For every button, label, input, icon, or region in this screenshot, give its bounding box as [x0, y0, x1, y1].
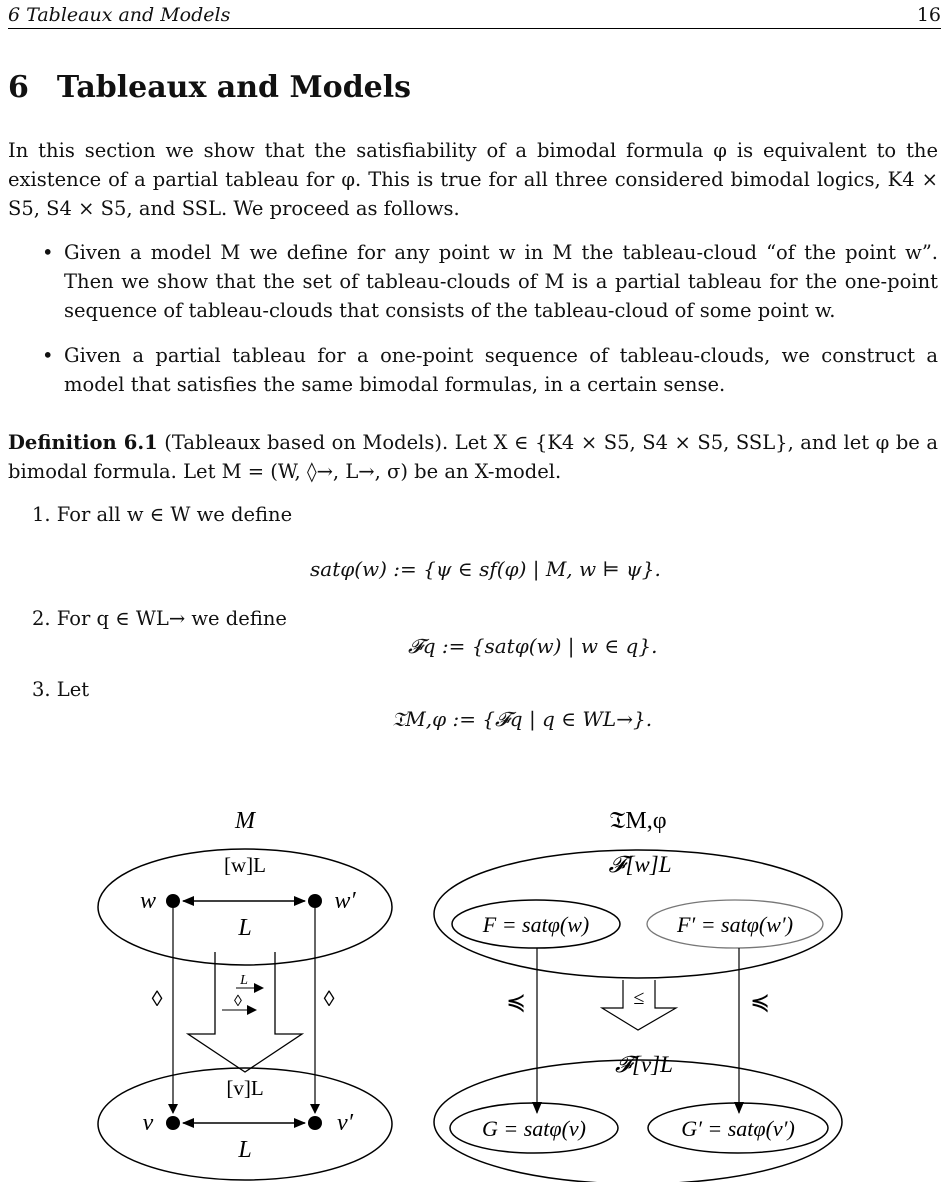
arrow-label-diamond: ◊ — [234, 993, 242, 1010]
left-big-arrow — [188, 952, 302, 1072]
bullet-item: • Given a model M we define for any point w in M the tableau-cloud “of the point w”. Then we show that the set of tableau-clouds of M is a partial tableau for the one-point sequence of tableau-clouds that consists of the tableau-cloud of some point w. — [40, 238, 938, 325]
right-top-cloud-label: 𝓕[w]L — [608, 852, 672, 877]
label-L-bottom: L — [238, 1137, 252, 1163]
arrow-label-L: L — [240, 973, 248, 988]
node-v — [166, 1116, 180, 1130]
running-head-title: 6 Tableaux and Models — [8, 4, 231, 26]
right-bottom-cloud-label: 𝓕[v]L — [615, 1052, 673, 1077]
leq-center: ≤ — [633, 987, 645, 1009]
label-v-prime: v′ — [337, 1110, 353, 1136]
page-number: 16 — [916, 4, 941, 26]
leq-curly-right: ≼ — [749, 990, 771, 1016]
bullet-item: • Given a partial tableau for a one-point sequence of tableau-clouds, we construct a model that satisfies the same bimodal formulas, in a certain sense. — [40, 341, 938, 399]
definition-text-b: be a bimodal formula. Let M = (W, ◊→, L→, σ) be an X-model. — [8, 431, 939, 483]
formula-F: 𝓕q := {satφ(w) | w ∈ q}. — [408, 634, 658, 658]
left-top-cloud-label: [w]L — [224, 853, 266, 877]
label-G: G = satφ(v) — [482, 1116, 586, 1141]
left-title: M — [235, 808, 255, 834]
left-bottom-cloud-label: [v]L — [226, 1076, 264, 1100]
diamond-left: ◊ — [151, 986, 163, 1011]
leq-curly-left: ≼ — [505, 990, 527, 1016]
label-w-prime: w′ — [334, 888, 356, 914]
label-F: F = satφ(w) — [482, 912, 590, 937]
node-w — [166, 894, 180, 908]
label-v: v — [142, 1110, 154, 1136]
label-F-prime: F′ = satφ(w′) — [676, 912, 794, 937]
bullet-list — [40, 238, 938, 415]
definition-item-3: 3. Let — [32, 678, 90, 701]
formula-sat: satφ(w) := {ψ ∈ sf(φ) | M, w ⊨ ψ}. — [310, 557, 661, 581]
section-title-text: Tableaux and Models — [56, 70, 412, 105]
label-G-prime: G′ = satφ(v′) — [681, 1116, 795, 1141]
label-L-top: L — [238, 915, 252, 941]
figure — [0, 790, 949, 1182]
section-title — [8, 70, 411, 105]
definition-label: Definition 6.1 — [8, 431, 158, 454]
node-v-prime — [308, 1116, 322, 1130]
right-title: 𝔗M,φ — [609, 808, 667, 834]
running-head — [8, 4, 941, 29]
definition-item-1: 1. For all w ∈ W we define — [32, 503, 293, 526]
figure-svg — [0, 790, 949, 1182]
formula-T: 𝔗M,φ := {𝓕q | q ∈ WL→}. — [392, 707, 653, 731]
diamond-right: ◊ — [323, 986, 335, 1011]
definition-paragraph — [8, 428, 938, 486]
node-w-prime — [308, 894, 322, 908]
section-number: 6 — [8, 70, 29, 105]
definition-text-a: Let X ∈ {K4 × S5, S4 × S5, SSL}, and let φ — [454, 431, 890, 454]
definition-item-2: 2. For q ∈ WL→ we define — [32, 607, 287, 630]
label-w: w — [139, 888, 157, 914]
intro-paragraph: In this section we show that the satisfiability of a bimodal formula φ is equivalent to the existence of a partial tableau for φ. This is true for all three considered bimodal logics, K4 × S5, S4 × S5, and SSL. We proceed as follows. — [8, 139, 938, 220]
definition-title: (Tableaux based on Models). — [164, 431, 449, 454]
